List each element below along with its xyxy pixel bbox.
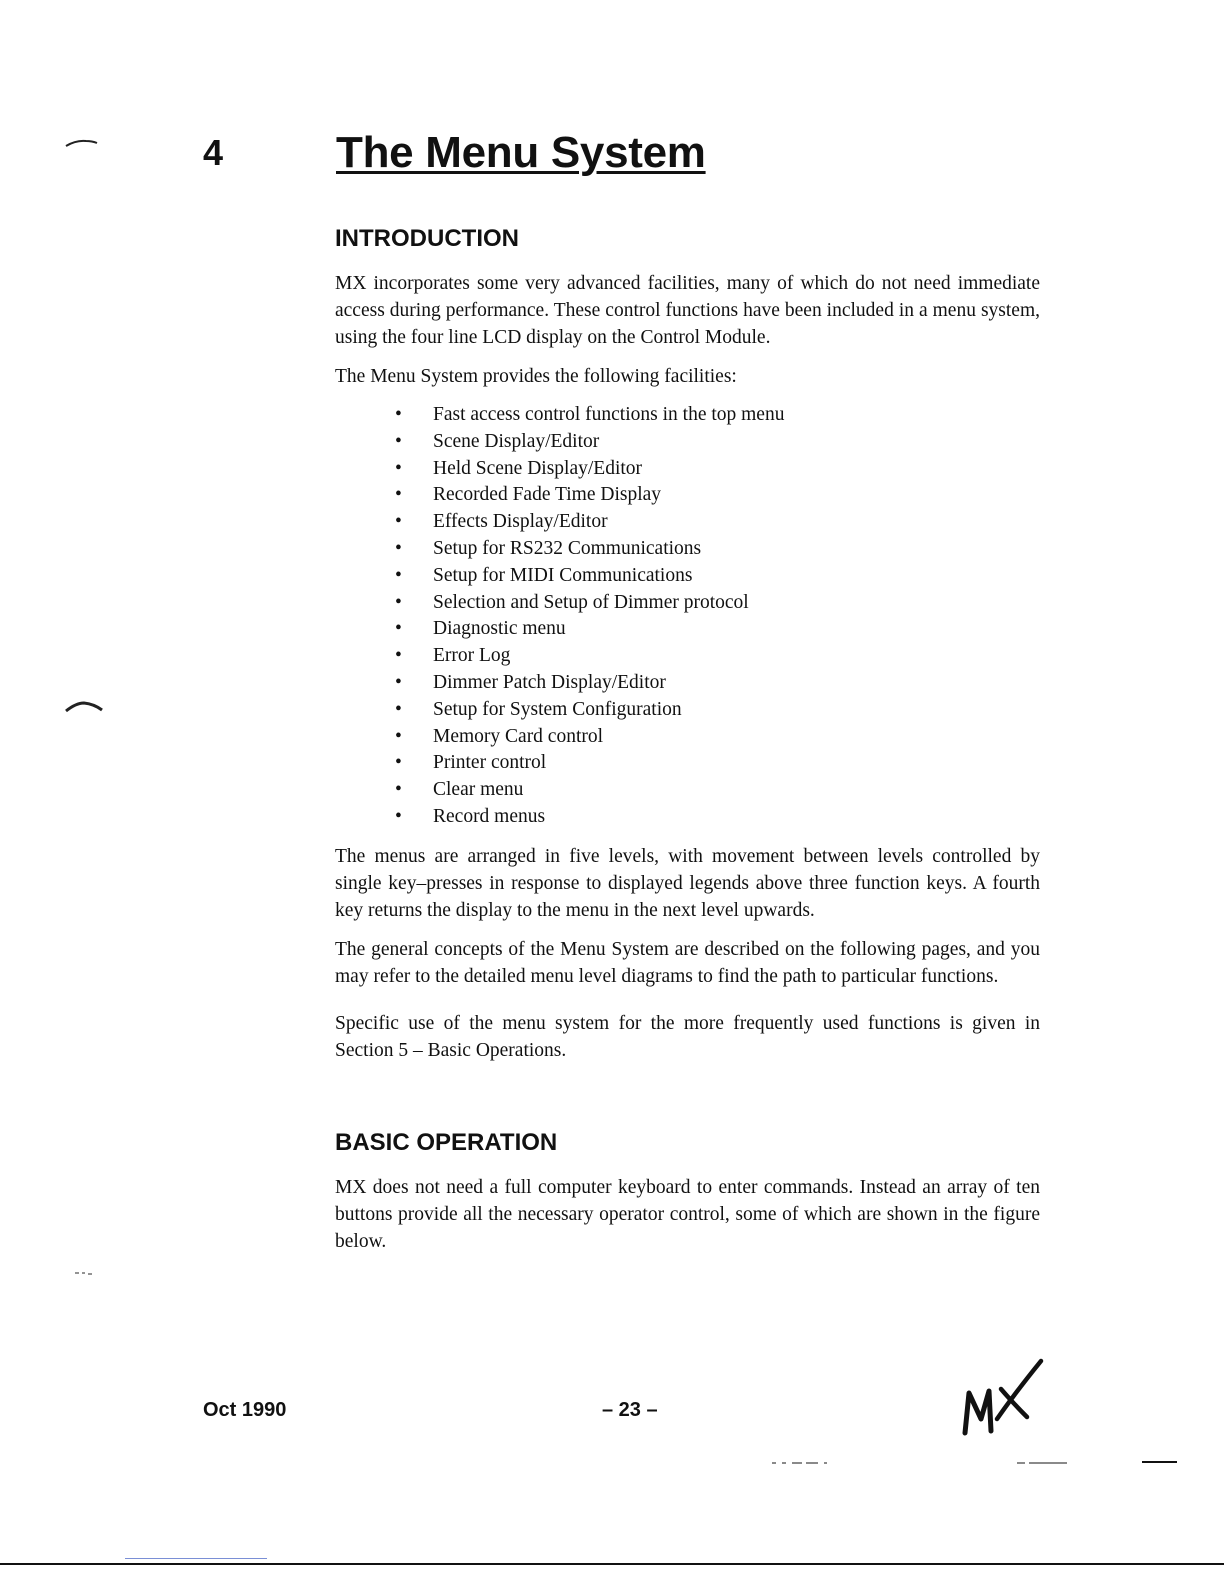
- introduction-heading: INTRODUCTION: [335, 225, 519, 252]
- list-item: • Recorded Fade Time Display: [395, 482, 1040, 509]
- chapter-number: 4: [203, 132, 224, 173]
- chapter-title: The Menu System: [336, 128, 706, 177]
- page-content: [335, 222, 1040, 1267]
- list-item: • Dimmer Patch Display/Editor: [395, 670, 1040, 697]
- scan-noise-bottom: [770, 1460, 830, 1466]
- list-item: • Fast access control functions in the top menu: [395, 402, 1040, 429]
- mx-logo: [955, 1353, 1050, 1443]
- list-item: • Selection and Setup of Dimmer protocol: [395, 590, 1040, 617]
- list-item: • Effects Display/Editor: [395, 509, 1040, 536]
- scan-noise-bottom-right: [1015, 1460, 1070, 1466]
- list-item: • Record menus: [395, 804, 1040, 831]
- spacer: [335, 1076, 1040, 1126]
- facilities-intro: The Menu System provides the following facilities:: [335, 366, 737, 387]
- mx-logo-icon: [955, 1353, 1050, 1443]
- scan-mark-middle: [64, 700, 104, 714]
- concepts-paragraph: The general concepts of the Menu System are described on the following pages, and you may refer to the detailed menu level diagrams to find the path to particular functions.: [335, 938, 1040, 987]
- list-item: • Diagnostic menu: [395, 616, 1040, 643]
- scan-edge-rule: [0, 1563, 1224, 1565]
- list-item: • Setup for RS232 Communications: [395, 536, 1040, 563]
- list-item: • Setup for System Configuration: [395, 697, 1040, 724]
- scan-dash-right: [1140, 1458, 1180, 1466]
- introduction-paragraph: MX incorporates some very advanced facilities, many of which do not need immediate access during performance. These control functions have been included in a menu system, using the four line LCD display on the Control Module.: [335, 273, 1040, 348]
- list-item: • Printer control: [395, 750, 1040, 777]
- list-item: • Error Log: [395, 643, 1040, 670]
- list-item: • Held Scene Display/Editor: [395, 456, 1040, 483]
- facilities-list: [335, 402, 1040, 831]
- list-item: • Setup for MIDI Communications: [395, 563, 1040, 590]
- scan-mark-lower: [74, 1270, 94, 1276]
- scan-edge-blue: [125, 1558, 267, 1559]
- footer-date: Oct 1990: [203, 1399, 287, 1421]
- list-item: • Clear menu: [395, 777, 1040, 804]
- page-number: – 23 –: [602, 1399, 658, 1421]
- list-item: • Memory Card control: [395, 724, 1040, 751]
- specific-use-paragraph: Specific use of the menu system for the more frequently used functions is given in Section 5 – Basic Operations.: [335, 1012, 1040, 1061]
- basic-operation-paragraph: MX does not need a full computer keyboard to enter commands. Instead an array of ten buttons provide all the necessary operator control, some of which are shown in the figure below.: [335, 1176, 1040, 1252]
- list-item: • Scene Display/Editor: [395, 429, 1040, 456]
- spacer: [335, 1002, 1040, 1010]
- scan-mark-top: [64, 138, 100, 148]
- menu-levels-paragraph: The menus are arranged in five levels, with movement between levels controlled by single key–presses in response to displayed legends above three function keys. A fourth key returns the display to the menu in the next level upwards.: [335, 845, 1040, 921]
- basic-operation-heading: BASIC OPERATION: [335, 1128, 558, 1156]
